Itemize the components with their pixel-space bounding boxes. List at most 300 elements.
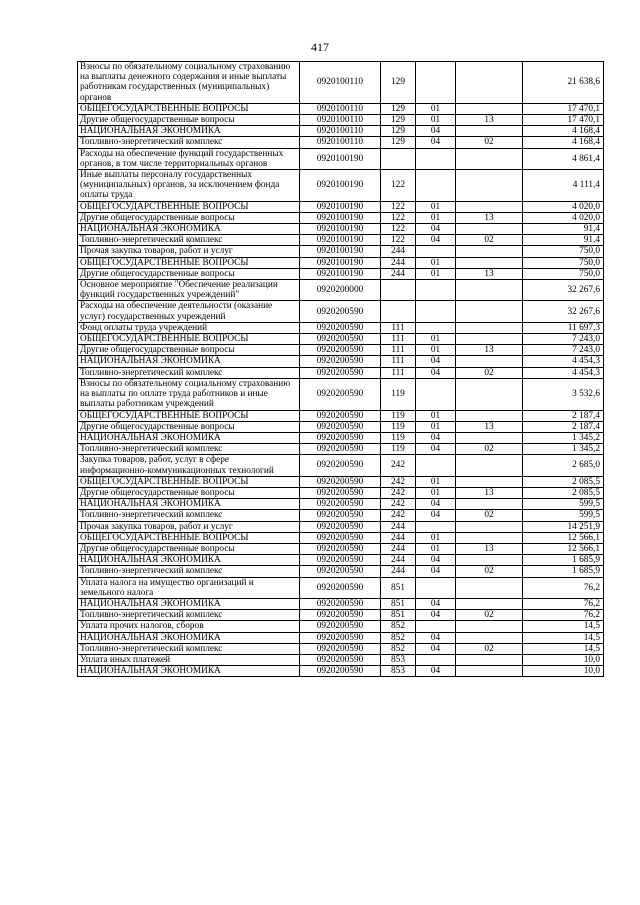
table-row — [78, 410, 604, 421]
row-name-cell: ОБЩЕГОСУДАРСТВЕННЫЕ ВОПРОСЫ — [78, 410, 300, 421]
table-row — [78, 598, 604, 609]
row-name-cell: Прочая закупка товаров, работ и услуг — [78, 521, 300, 532]
subsection-cell — [456, 632, 523, 643]
expense-type-cell: 111 — [381, 367, 416, 378]
target-article-cell: 0920200590 — [300, 610, 381, 621]
target-article-cell: 0920200590 — [300, 334, 381, 345]
target-article-cell: 0920200590 — [300, 367, 381, 378]
table-row — [78, 345, 604, 356]
expense-type-cell: 244 — [381, 543, 416, 554]
amount-cell: 91,4 — [523, 235, 604, 246]
table-row — [78, 421, 604, 432]
subsection-cell: 13 — [456, 421, 523, 432]
subsection-cell — [456, 280, 523, 301]
section-cell — [416, 148, 456, 169]
subsection-cell — [456, 654, 523, 665]
table-row — [78, 356, 604, 367]
amount-cell: 32 267,6 — [523, 280, 604, 301]
subsection-cell — [456, 432, 523, 443]
target-article-cell: 0920100190 — [300, 148, 381, 169]
section-cell — [416, 246, 456, 257]
section-cell: 04 — [416, 432, 456, 443]
section-cell — [416, 280, 456, 301]
section-cell: 04 — [416, 598, 456, 609]
section-cell: 04 — [416, 632, 456, 643]
table-row — [78, 170, 604, 202]
target-article-cell: 0920200590 — [300, 432, 381, 443]
amount-cell: 750,0 — [523, 268, 604, 279]
target-article-cell: 0920100190 — [300, 268, 381, 279]
target-article-cell: 0920100190 — [300, 257, 381, 268]
expense-type-cell: 244 — [381, 257, 416, 268]
subsection-cell — [456, 257, 523, 268]
expense-type-cell: 853 — [381, 654, 416, 665]
amount-cell: 1 345,2 — [523, 444, 604, 455]
amount-cell: 17 470,1 — [523, 103, 604, 114]
expense-type-cell: 122 — [381, 170, 416, 202]
row-name-cell: НАЦИОНАЛЬНАЯ ЭКОНОМИКА — [78, 432, 300, 443]
table-row — [78, 280, 604, 301]
target-article-cell: 0920200590 — [300, 476, 381, 487]
amount-cell: 10,0 — [523, 654, 604, 665]
subsection-cell — [456, 476, 523, 487]
section-cell: 01 — [416, 487, 456, 498]
amount-cell: 2 085,5 — [523, 476, 604, 487]
section-cell — [416, 577, 456, 598]
row-name-cell: Топливно-энергетический комплекс — [78, 235, 300, 246]
target-article-cell: 0920100190 — [300, 235, 381, 246]
table-row — [78, 224, 604, 235]
row-name-cell: Топливно-энергетический комплекс — [78, 566, 300, 577]
row-name-cell: Взносы по обязательному социальному страхованию на выплаты денежного содержания и иные выплаты работникам государственных (муниципальных) органов — [78, 62, 300, 104]
subsection-cell: 13 — [456, 345, 523, 356]
row-name-cell: Другие общегосударственные вопросы — [78, 345, 300, 356]
section-cell: 04 — [416, 356, 456, 367]
subsection-cell — [456, 201, 523, 212]
section-cell: 04 — [416, 510, 456, 521]
row-name-cell: ОБЩЕГОСУДАРСТВЕННЫЕ ВОПРОСЫ — [78, 476, 300, 487]
subsection-cell — [456, 666, 523, 677]
row-name-cell: Уплата налога на имущество организаций и земельного налога — [78, 577, 300, 598]
amount-cell: 4 454,3 — [523, 356, 604, 367]
row-name-cell: НАЦИОНАЛЬНАЯ ЭКОНОМИКА — [78, 224, 300, 235]
expense-type-cell: 242 — [381, 499, 416, 510]
expense-type-cell: 244 — [381, 566, 416, 577]
expense-type-cell: 122 — [381, 224, 416, 235]
amount-cell: 14 251,9 — [523, 521, 604, 532]
subsection-cell — [456, 170, 523, 202]
table-row — [78, 499, 604, 510]
subsection-cell: 13 — [456, 487, 523, 498]
target-article-cell: 0920100110 — [300, 115, 381, 126]
target-article-cell: 0920200590 — [300, 410, 381, 421]
section-cell — [416, 301, 456, 322]
expense-type-cell: 119 — [381, 432, 416, 443]
amount-cell: 4 168,4 — [523, 137, 604, 148]
table-row — [78, 632, 604, 643]
amount-cell: 4 020,0 — [523, 212, 604, 223]
table-row — [78, 148, 604, 169]
section-cell: 04 — [416, 499, 456, 510]
expense-type-cell: 119 — [381, 410, 416, 421]
amount-cell: 91,4 — [523, 224, 604, 235]
target-article-cell: 0920200590 — [300, 632, 381, 643]
target-article-cell: 0920200590 — [300, 378, 381, 410]
row-name-cell: Топливно-энергетический комплекс — [78, 610, 300, 621]
target-article-cell: 0920200590 — [300, 643, 381, 654]
row-name-cell: Другие общегосударственные вопросы — [78, 421, 300, 432]
expense-type-cell: 242 — [381, 487, 416, 498]
amount-cell: 599,5 — [523, 499, 604, 510]
subsection-cell: 02 — [456, 235, 523, 246]
subsection-cell: 02 — [456, 610, 523, 621]
subsection-cell — [456, 455, 523, 476]
subsection-cell: 13 — [456, 543, 523, 554]
row-name-cell: Фонд оплаты труда учреждений — [78, 322, 300, 333]
row-name-cell: Топливно-энергетический комплекс — [78, 367, 300, 378]
target-article-cell: 0920200590 — [300, 598, 381, 609]
row-name-cell: Другие общегосударственные вопросы — [78, 268, 300, 279]
row-name-cell: Основное мероприятие "Обеспечение реализации функций государственных учреждений" — [78, 280, 300, 301]
section-cell: 01 — [416, 212, 456, 223]
section-cell: 04 — [416, 666, 456, 677]
expense-type-cell: 242 — [381, 476, 416, 487]
target-article-cell: 0920200590 — [300, 444, 381, 455]
table-row — [78, 301, 604, 322]
row-name-cell: ОБЩЕГОСУДАРСТВЕННЫЕ ВОПРОСЫ — [78, 257, 300, 268]
subsection-cell — [456, 301, 523, 322]
section-cell: 01 — [416, 334, 456, 345]
budget-table — [77, 61, 604, 677]
budget-table-body — [78, 62, 604, 677]
amount-cell: 76,2 — [523, 577, 604, 598]
section-cell: 04 — [416, 126, 456, 137]
target-article-cell: 0920100110 — [300, 62, 381, 104]
target-article-cell: 0920200590 — [300, 555, 381, 566]
subsection-cell — [456, 103, 523, 114]
target-article-cell: 0920100190 — [300, 170, 381, 202]
target-article-cell: 0920100110 — [300, 137, 381, 148]
expense-type-cell: 129 — [381, 126, 416, 137]
section-cell: 01 — [416, 268, 456, 279]
row-name-cell: Закупка товаров, работ, услуг в сфере информационно-коммуникационных технологий — [78, 455, 300, 476]
subsection-cell — [456, 62, 523, 104]
expense-type-cell: 129 — [381, 103, 416, 114]
section-cell — [416, 378, 456, 410]
row-name-cell: Прочая закупка товаров, работ и услуг — [78, 246, 300, 257]
target-article-cell: 0920100190 — [300, 224, 381, 235]
table-row — [78, 510, 604, 521]
table-row — [78, 543, 604, 554]
amount-cell: 2 187,4 — [523, 421, 604, 432]
row-name-cell: НАЦИОНАЛЬНАЯ ЭКОНОМИКА — [78, 666, 300, 677]
amount-cell: 7 243,0 — [523, 334, 604, 345]
amount-cell: 750,0 — [523, 246, 604, 257]
subsection-cell: 02 — [456, 137, 523, 148]
table-row — [78, 666, 604, 677]
section-cell: 04 — [416, 555, 456, 566]
section-cell — [416, 621, 456, 632]
target-article-cell: 0920200590 — [300, 666, 381, 677]
expense-type-cell: 244 — [381, 532, 416, 543]
table-row — [78, 115, 604, 126]
subsection-cell: 13 — [456, 268, 523, 279]
expense-type-cell: 111 — [381, 334, 416, 345]
subsection-cell: 02 — [456, 566, 523, 577]
expense-type-cell: 119 — [381, 444, 416, 455]
table-row — [78, 455, 604, 476]
table-row — [78, 654, 604, 665]
table-row — [78, 201, 604, 212]
expense-type-cell: 244 — [381, 521, 416, 532]
section-cell — [416, 322, 456, 333]
table-row — [78, 62, 604, 104]
subsection-cell — [456, 555, 523, 566]
section-cell: 01 — [416, 345, 456, 356]
expense-type-cell: 119 — [381, 421, 416, 432]
expense-type-cell: 129 — [381, 62, 416, 104]
amount-cell: 3 532,6 — [523, 378, 604, 410]
amount-cell: 17 470,1 — [523, 115, 604, 126]
section-cell: 01 — [416, 532, 456, 543]
row-name-cell: Другие общегосударственные вопросы — [78, 543, 300, 554]
amount-cell: 2 685,0 — [523, 455, 604, 476]
expense-type-cell: 242 — [381, 510, 416, 521]
section-cell: 04 — [416, 566, 456, 577]
subsection-cell: 02 — [456, 510, 523, 521]
target-article-cell: 0920100110 — [300, 103, 381, 114]
section-cell: 01 — [416, 115, 456, 126]
section-cell: 01 — [416, 201, 456, 212]
amount-cell: 1 685,9 — [523, 555, 604, 566]
subsection-cell — [456, 499, 523, 510]
expense-type-cell: 244 — [381, 246, 416, 257]
amount-cell: 14,5 — [523, 643, 604, 654]
subsection-cell — [456, 126, 523, 137]
section-cell: 04 — [416, 643, 456, 654]
expense-type-cell: 122 — [381, 235, 416, 246]
table-row — [78, 487, 604, 498]
row-name-cell: ОБЩЕГОСУДАРСТВЕННЫЕ ВОПРОСЫ — [78, 103, 300, 114]
row-name-cell: Топливно-энергетический комплекс — [78, 444, 300, 455]
row-name-cell: Топливно-энергетический комплекс — [78, 510, 300, 521]
table-row — [78, 367, 604, 378]
amount-cell: 32 267,6 — [523, 301, 604, 322]
section-cell: 04 — [416, 137, 456, 148]
target-article-cell: 0920200590 — [300, 421, 381, 432]
table-row — [78, 257, 604, 268]
expense-type-cell: 129 — [381, 115, 416, 126]
row-name-cell: НАЦИОНАЛЬНАЯ ЭКОНОМИКА — [78, 598, 300, 609]
section-cell: 04 — [416, 235, 456, 246]
table-row — [78, 566, 604, 577]
table-row — [78, 246, 604, 257]
target-article-cell: 0920200590 — [300, 621, 381, 632]
table-row — [78, 268, 604, 279]
table-row — [78, 334, 604, 345]
table-row — [78, 126, 604, 137]
table-row — [78, 322, 604, 333]
amount-cell: 4 111,4 — [523, 170, 604, 202]
section-cell: 01 — [416, 257, 456, 268]
expense-type-cell: 853 — [381, 666, 416, 677]
subsection-cell — [456, 521, 523, 532]
amount-cell: 12 566,1 — [523, 543, 604, 554]
row-name-cell: Топливно-энергетический комплекс — [78, 643, 300, 654]
row-name-cell: ОБЩЕГОСУДАРСТВЕННЫЕ ВОПРОСЫ — [78, 334, 300, 345]
target-article-cell: 0920100190 — [300, 246, 381, 257]
section-cell — [416, 455, 456, 476]
row-name-cell: Топливно-энергетический комплекс — [78, 137, 300, 148]
row-name-cell: Другие общегосударственные вопросы — [78, 487, 300, 498]
target-article-cell: 0920200590 — [300, 345, 381, 356]
expense-type-cell: 851 — [381, 610, 416, 621]
row-name-cell: Иные выплаты персоналу государственных (муниципальных) органов, за исключением фонда оплаты труда — [78, 170, 300, 202]
row-name-cell: ОБЩЕГОСУДАРСТВЕННЫЕ ВОПРОСЫ — [78, 201, 300, 212]
target-article-cell: 0920200590 — [300, 566, 381, 577]
expense-type-cell: 111 — [381, 345, 416, 356]
subsection-cell — [456, 246, 523, 257]
section-cell: 01 — [416, 421, 456, 432]
amount-cell: 11 697,3 — [523, 322, 604, 333]
expense-type-cell: 852 — [381, 632, 416, 643]
expense-type-cell: 852 — [381, 621, 416, 632]
amount-cell: 4 454,3 — [523, 367, 604, 378]
subsection-cell: 02 — [456, 444, 523, 455]
row-name-cell: НАЦИОНАЛЬНАЯ ЭКОНОМИКА — [78, 555, 300, 566]
row-name-cell: Другие общегосударственные вопросы — [78, 115, 300, 126]
amount-cell: 76,2 — [523, 598, 604, 609]
table-row — [78, 610, 604, 621]
target-article-cell: 0920200590 — [300, 322, 381, 333]
target-article-cell: 0920200590 — [300, 487, 381, 498]
target-article-cell: 0920200590 — [300, 532, 381, 543]
section-cell: 04 — [416, 444, 456, 455]
expense-type-cell: 111 — [381, 322, 416, 333]
amount-cell: 2 085,5 — [523, 487, 604, 498]
table-row — [78, 577, 604, 598]
target-article-cell: 0920200590 — [300, 521, 381, 532]
section-cell — [416, 170, 456, 202]
row-name-cell: НАЦИОНАЛЬНАЯ ЭКОНОМИКА — [78, 356, 300, 367]
target-article-cell: 0920200590 — [300, 499, 381, 510]
row-name-cell: Другие общегосударственные вопросы — [78, 212, 300, 223]
target-article-cell: 0920200590 — [300, 455, 381, 476]
amount-cell: 4 020,0 — [523, 201, 604, 212]
target-article-cell: 0920200590 — [300, 654, 381, 665]
table-row — [78, 532, 604, 543]
subsection-cell — [456, 410, 523, 421]
table-row — [78, 555, 604, 566]
subsection-cell: 02 — [456, 643, 523, 654]
expense-type-cell: 852 — [381, 643, 416, 654]
section-cell: 01 — [416, 410, 456, 421]
expense-type-cell — [381, 148, 416, 169]
amount-cell: 76,2 — [523, 610, 604, 621]
row-name-cell: НАЦИОНАЛЬНАЯ ЭКОНОМИКА — [78, 632, 300, 643]
expense-type-cell: 119 — [381, 378, 416, 410]
expense-type-cell: 122 — [381, 201, 416, 212]
target-article-cell: 0920100110 — [300, 126, 381, 137]
section-cell — [416, 62, 456, 104]
subsection-cell — [456, 356, 523, 367]
amount-cell: 14,5 — [523, 632, 604, 643]
subsection-cell — [456, 577, 523, 598]
target-article-cell: 0920200590 — [300, 543, 381, 554]
amount-cell: 2 187,4 — [523, 410, 604, 421]
section-cell: 04 — [416, 610, 456, 621]
table-row — [78, 643, 604, 654]
row-name-cell: Уплата иных платежей — [78, 654, 300, 665]
amount-cell: 599,5 — [523, 510, 604, 521]
section-cell: 01 — [416, 103, 456, 114]
amount-cell: 4 168,4 — [523, 126, 604, 137]
subsection-cell: 13 — [456, 115, 523, 126]
expense-type-cell: 851 — [381, 598, 416, 609]
table-row — [78, 378, 604, 410]
expense-type-cell — [381, 280, 416, 301]
row-name-cell: НАЦИОНАЛЬНАЯ ЭКОНОМИКА — [78, 126, 300, 137]
subsection-cell — [456, 224, 523, 235]
amount-cell: 14,5 — [523, 621, 604, 632]
table-row — [78, 621, 604, 632]
table-row — [78, 444, 604, 455]
expense-type-cell: 244 — [381, 555, 416, 566]
amount-cell: 1 345,2 — [523, 432, 604, 443]
row-name-cell: ОБЩЕГОСУДАРСТВЕННЫЕ ВОПРОСЫ — [78, 532, 300, 543]
subsection-cell — [456, 532, 523, 543]
section-cell — [416, 654, 456, 665]
subsection-cell: 02 — [456, 367, 523, 378]
target-article-cell: 0920200590 — [300, 301, 381, 322]
amount-cell: 21 638,6 — [523, 62, 604, 104]
expense-type-cell: 244 — [381, 268, 416, 279]
section-cell: 01 — [416, 476, 456, 487]
target-article-cell: 0920200590 — [300, 510, 381, 521]
target-article-cell: 0920200590 — [300, 356, 381, 367]
row-name-cell: НАЦИОНАЛЬНАЯ ЭКОНОМИКА — [78, 499, 300, 510]
amount-cell: 1 685,9 — [523, 566, 604, 577]
subsection-cell — [456, 378, 523, 410]
amount-cell: 12 566,1 — [523, 532, 604, 543]
amount-cell: 10,0 — [523, 666, 604, 677]
table-row — [78, 212, 604, 223]
expense-type-cell: 242 — [381, 455, 416, 476]
expense-type-cell: 122 — [381, 212, 416, 223]
section-cell: 04 — [416, 367, 456, 378]
section-cell — [416, 521, 456, 532]
target-article-cell: 0920200590 — [300, 577, 381, 598]
target-article-cell: 0920100190 — [300, 201, 381, 212]
subsection-cell — [456, 334, 523, 345]
table-row — [78, 432, 604, 443]
amount-cell: 7 243,0 — [523, 345, 604, 356]
expense-type-cell: 851 — [381, 577, 416, 598]
section-cell: 04 — [416, 224, 456, 235]
row-name-cell: Взносы по обязательному социальному страхованию на выплаты по оплате труда работников и иные выплаты работникам учреждений — [78, 378, 300, 410]
expense-type-cell: 111 — [381, 356, 416, 367]
table-row — [78, 235, 604, 246]
subsection-cell — [456, 148, 523, 169]
amount-cell: 750,0 — [523, 257, 604, 268]
row-name-cell: Уплата прочих налогов, сборов — [78, 621, 300, 632]
table-row — [78, 137, 604, 148]
subsection-cell: 13 — [456, 212, 523, 223]
expense-type-cell — [381, 301, 416, 322]
table-row — [78, 521, 604, 532]
target-article-cell: 0920200000 — [300, 280, 381, 301]
section-cell: 01 — [416, 543, 456, 554]
